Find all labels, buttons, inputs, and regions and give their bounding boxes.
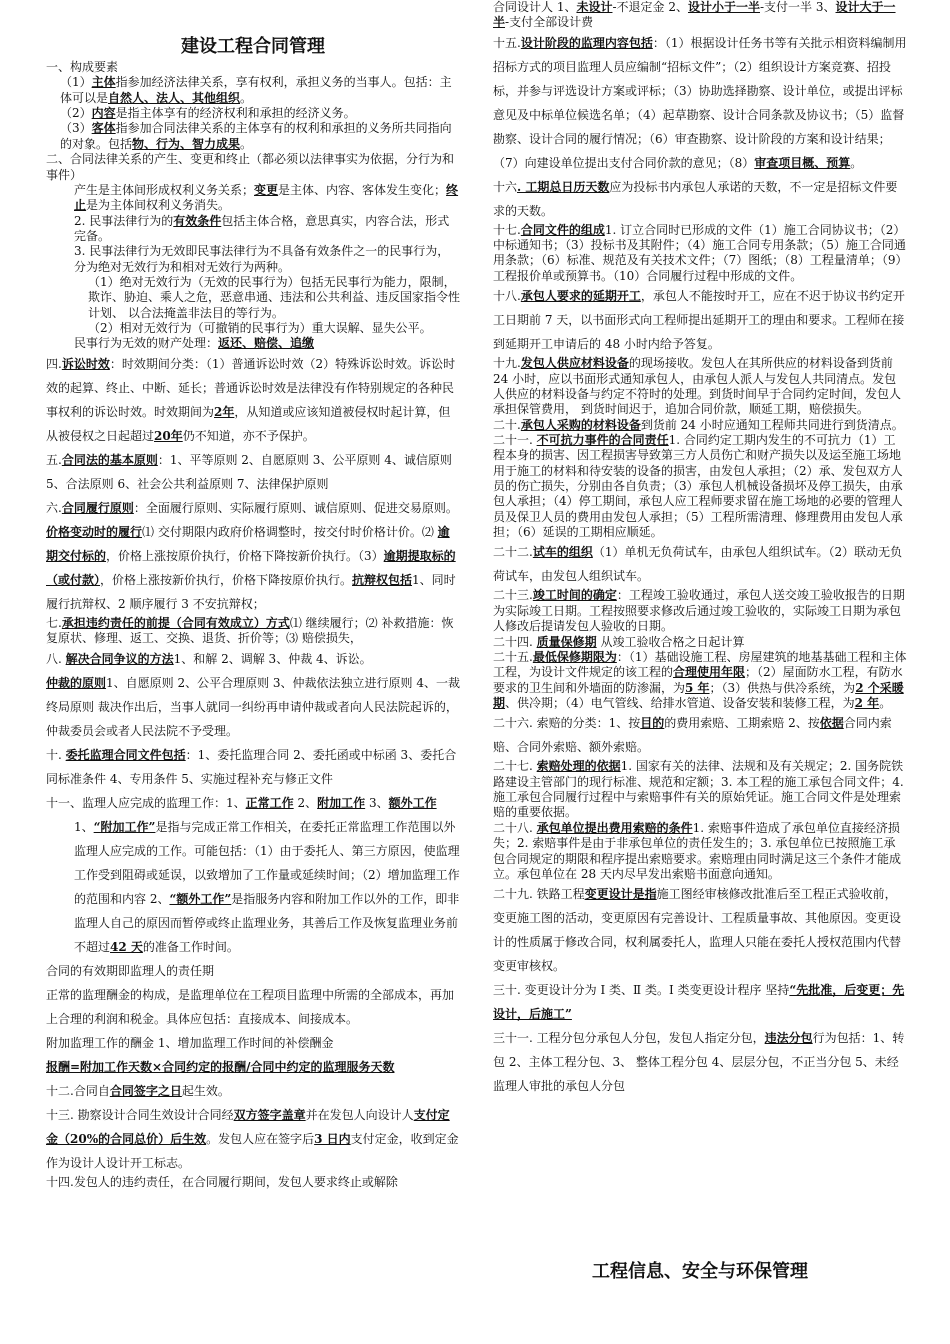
section-title: 工程信息、安全与环保管理 <box>592 1261 808 1282</box>
paragraph <box>46 1031 460 1055</box>
text-run: ：工程竣工验收通过，承包人送交竣工验收报告的日期为实际竣工日期。工程按照要求修改后通过竣工验收的，实际竣工日期为承包人修改后提请发包人验收的日期。 <box>493 588 905 634</box>
emphasis-text: 承包单位提出费用索赔的条件 <box>536 820 693 835</box>
paragraph <box>46 336 460 351</box>
emphasis-text: 逾期提取标的（或付款） <box>46 548 456 587</box>
text-run: 的费用索赔、工期索赔 2、按 <box>664 716 820 731</box>
text-run: -支付一半 3、 <box>760 0 836 14</box>
text-run: 1. 合同约定工期内发生的不可抗力（1）工程本身的损害、因工程损害导致第三方人员伤亡和财产损失以及运至施工场地用于施工的材料和待安装的设备的损害，由发包人承担；（2）承、发包双方人员的伤亡损失，分别由各自负责；（3）承包人机械设备损坏及停工损失，由承包人承担；（4）停工期间，承包人应工程师要求留在施工场地的必要的管理人员及保卫人员的费用由发包人承担；（5）工程所需清理、修理费用由发包人承担；（6）延误的工期相应顺延。 <box>493 432 903 540</box>
emphasis-text: 抗辩权包括 <box>352 572 413 587</box>
text-run: 是指服务内容和附加工作以外的工作，即非监理人自己的原因而暂停或终止监理业务，其善后工作及恢复监理业务前不超过 <box>74 891 460 954</box>
text-run: 五. <box>46 452 62 467</box>
text-run: （1）单机无负荷试车，由承包人组织试车。（2）联动无负荷试车，由发包人组织试车。 <box>493 545 903 584</box>
text-run: 1、同时履行抗辩权、2 顺序履行 3 不安抗辩权； <box>46 572 456 611</box>
emphasis-text: 委托监理合同文件包括 <box>65 747 186 762</box>
emphasis-text: 设计小于一半 <box>687 0 760 14</box>
paragraph <box>493 418 907 433</box>
text-run: ，从知道或应该知道被侵权时起计算，但从被侵权之日起超过 <box>46 404 451 443</box>
text-run: 包括主体合格，意思真实，内容合法，形式完备。 <box>74 213 450 243</box>
text-run: 十二.合同自 <box>46 1083 110 1098</box>
text-run: 应为投标书内承包人承诺的天数，不一定是招标文件要求的天数。 <box>493 179 898 218</box>
emphasis-text: 客体 <box>91 121 116 136</box>
text-run: 四. <box>46 356 62 371</box>
text-run: 1. 国家有关的法律、法规和及有关规定；2. 国务院铁路建设主管部门的现行标准、规范和定额；3. 本工程的施工承包合同文件；4. 施工承包合同履行过程中与索赔事件有关的原始凭证。施工合同文件是处理索赔的重要依据。 <box>493 759 904 820</box>
emphasis-text: 逾期交付标的 <box>46 524 450 563</box>
emphasis-text: 最低保修期限为 <box>532 649 617 664</box>
emphasis-text: 承包人要求的延期开工 <box>520 289 641 304</box>
emphasis-text: 2 个采暖期 <box>493 680 904 710</box>
paragraph <box>493 711 907 759</box>
text-run: 到货前 24 小时应通知工程师共同进行到货清点。 <box>640 417 904 432</box>
text-run: 是指与完成正常工作相关，在委托正常监理工作范围以外监理人应完成的工作。可能包括：（1）由于委托人、第三方原因，使监理工作受到阻碍或延误，以致增加了工作量或延续时间；（2）增加监理工作的范围和内容 2、 <box>74 819 460 906</box>
paragraph <box>493 356 907 417</box>
paragraph <box>46 244 460 275</box>
text-run: （1）绝对无效行为（无效的民事行为）包括无民事行为能力，限制，欺诈、胁迫、乘人之危，恶意串通、违法和公共利益、违反国家指令性计划、 以合法掩盖非法目的等行为。 <box>88 275 461 320</box>
text-run: ；（2）屋面防水工程，有防水要求的卫生间和外墙面的防渗漏，为 <box>493 665 903 695</box>
paragraph <box>46 959 460 983</box>
emphasis-text: “额外工作” <box>169 891 232 906</box>
emphasis-text: 审查项目概、预算 <box>754 155 851 170</box>
text-run: 三十一. 工程分包分承包人分包，发包人指定分包， <box>493 1031 765 1046</box>
text-run: 二、合同法律关系的产生、变更和终止（都必须以法律事实为依据，分行为和事件） <box>46 152 455 182</box>
text-run: ：（1）基础设施工程、房屋建筑的地基基础工程和主体工程，为设计文件规定的该工程的 <box>493 649 907 680</box>
text-run: 十六 <box>493 179 518 194</box>
text-run: 行为包括：1、转包 2、主体工程分包、3、 整体工程分包 4、层层分包，不正当分包 5、未经监理人审批的承包人分包 <box>493 1031 905 1094</box>
text-run: 合同的有效期即监理人的责任期 <box>46 963 215 978</box>
emphasis-text: 自然人、法人、其他组织 <box>108 90 241 105</box>
emphasis-text: 质量保修期 <box>536 634 597 649</box>
text-run: 2. 民事法律行为的 <box>74 213 174 228</box>
text-run: ：全面履行原则、实际履行原则、诚信原则、促进交易原则。 <box>133 500 458 515</box>
emphasis-text: 试车的组织 <box>532 545 593 560</box>
text-run: -不退定金 2、 <box>612 0 688 14</box>
paragraph <box>493 650 907 711</box>
text-run: 、供冷期；（4）电气管线、给排水管道、设备安装和装修工程，为 <box>505 695 855 710</box>
emphasis-text: 合同签字之日 <box>109 1083 182 1098</box>
emphasis-text: 额外工作 <box>388 795 437 810</box>
paragraph <box>46 647 460 671</box>
text-run: 二十二. <box>493 545 533 560</box>
text-run: 十九. <box>493 356 521 371</box>
emphasis-text: 仲裁的原则 <box>46 675 107 690</box>
text-run: 1、和解 2、调解 3、仲裁 4、诉讼。 <box>173 651 372 666</box>
text-run: 七. <box>46 615 62 630</box>
text-run: ；（3）供热与供冷系统，为 <box>709 680 856 695</box>
emphasis-text: “附加工作” <box>93 819 156 834</box>
paragraph <box>46 60 460 75</box>
text-run: 三十. 变更设计分为 Ⅰ 类、Ⅱ 类。Ⅰ 类变更设计程序 坚持 <box>493 983 790 998</box>
text-run: 十一、监理人应完成的监理工作：1、 <box>46 795 246 810</box>
emphasis-text: 2年 <box>214 404 235 419</box>
text-run: 合同内索赔、合同外索赔、额外索赔。 <box>493 716 892 755</box>
emphasis-text: 附加工作 <box>317 795 366 810</box>
text-run: -支付全部设计费 <box>505 15 594 30</box>
paragraph <box>46 616 460 647</box>
text-run: 六. <box>46 500 62 515</box>
text-run: 指参加经济法律关系，享有权利，承担义务的当事人。包括：主体可以是 <box>60 75 452 105</box>
text-run: 是指主体享有的经济权利和承担的经济义务。 <box>115 106 356 121</box>
emphasis-text: 索赔处理的依据 <box>536 759 621 774</box>
text-run: 起生效。 <box>181 1083 230 1098</box>
text-run: 二十七. <box>493 759 537 774</box>
text-run: 二十六. 索赔的分类：1、按 <box>493 716 641 731</box>
emphasis-text: 5 年 <box>685 680 710 695</box>
paragraph <box>493 223 907 284</box>
text-run: 一、构成要素 <box>46 60 119 74</box>
paragraph <box>46 214 460 245</box>
emphasis-text: 合同文件的组成 <box>520 222 605 237</box>
text-run: 施工图经审核修改批准后至工程正式验收前，变更施工图的活动，变更原因有完善设计、工程质量事故、其他原因。变更设计的性质属于修改合同，权利属委托人，监理人只能在委托人授权范围内代替变更审核权。 <box>493 887 902 974</box>
paragraph <box>46 275 460 321</box>
text-run: 支付定金，收到定金作为设计人设计开工标志。 <box>46 1131 459 1170</box>
emphasis-text: 合同法的基本原则 <box>61 452 158 467</box>
paragraph <box>493 1026 907 1098</box>
text-run: 十五. <box>493 35 521 50</box>
paragraph <box>493 0 907 31</box>
emphasis-text: 双方签字盖章 <box>233 1107 306 1122</box>
emphasis-text: 设计大于一半 <box>493 0 896 30</box>
text-run: （2） <box>60 106 92 121</box>
emphasis-text: 主体 <box>91 75 116 90</box>
emphasis-text: 变更设计是指 <box>584 887 657 902</box>
text-run: ：时效期间分类：（1）普通诉讼时效（2）特殊诉讼时效。诉讼时效的起算、终止、中断、延长；普通诉讼时效是法律没有作特别规定的各种民事权利的诉讼时效。时效期间为 <box>46 356 456 419</box>
text-run: 正常的监理酬金的构成，是监理单位在工程项目监理中所需的全部成本，再加上合理的利润和税金。具体应包括：直接成本、间接成本。 <box>46 987 455 1026</box>
text-run: （3） <box>60 121 92 136</box>
paragraph <box>46 743 460 791</box>
emphasis-text: 20年 <box>154 428 183 443</box>
text-run: 十七. <box>493 222 521 237</box>
text-run: ⑴ 交付期限内政府价格调整时，按交付时价格计价。⑵ <box>142 524 438 539</box>
text-run: 。 <box>240 90 253 105</box>
emphasis-text: “先批准，后变更；先设计，后施工” <box>493 983 905 1022</box>
text-run: 。 <box>850 155 863 170</box>
paragraph <box>493 978 907 1026</box>
paragraph <box>46 791 460 815</box>
emphasis-text: 违法分包 <box>764 1031 813 1046</box>
text-run: 的现场接收。发包人在其所供应的材料设备到货前 24 小时，应以书面形式通知承包人，由承包人派人与发包人共同清点。发包人供应的材料设备与约定不符时的处理。到货时间早于合同约定时间，发包人承担保管费用， 到货时间迟于，追加合同价款，顺延工期，赔偿损失。 <box>493 356 902 417</box>
paragraph <box>46 671 460 743</box>
emphasis-text: 价格变动时的履行 <box>46 524 143 539</box>
text-run: ：1、平等原则 2、自愿原则 3、公平原则 4、诚信原则 5、合法原则 6、社会公共利益原则 7、法律保护原则 <box>46 452 452 491</box>
paragraph <box>46 352 460 448</box>
text-run: （1） <box>60 75 92 90</box>
right-column-body <box>493 0 907 1098</box>
paragraph <box>493 433 907 541</box>
text-run: 二十三. <box>493 588 533 603</box>
emphasis-text: 合同履行原则 <box>61 500 134 515</box>
emphasis-text: 依据 <box>819 716 844 731</box>
text-run: ⑴ 继续履行；⑵ 补救措施：恢复原状、修理、返工、交换、退货、折价等；⑶ 赔偿损失， <box>46 615 454 646</box>
paragraph <box>493 175 907 223</box>
text-run: ，价格上涨按新价执行，价格下降按原价执行。 <box>100 572 353 587</box>
emphasis-text: 2 年 <box>854 695 880 710</box>
text-run: 。 <box>240 136 253 151</box>
paragraph <box>46 815 460 959</box>
emphasis-text: . 工期总日历天数 <box>517 179 610 194</box>
emphasis-text: 未设计 <box>576 0 613 14</box>
text-run: 附加监理工作的酬金 1、增加监理工作时间的补偿酬金 <box>46 1035 334 1050</box>
paragraph <box>46 121 460 152</box>
text-run: 二十一. <box>493 432 537 447</box>
text-run: ，价格上涨按原价执行，价格下降按新价执行。（3） <box>106 548 384 563</box>
left-column <box>46 0 460 1190</box>
text-run: 。 <box>879 695 892 710</box>
emphasis-text: 支付定金（20%的合同总价）后生效 <box>46 1107 450 1146</box>
paragraph <box>46 496 460 616</box>
emphasis-text: 物、行为、智力成果 <box>132 136 241 151</box>
left-column-body <box>46 60 460 1190</box>
paragraph <box>493 821 907 882</box>
paragraph <box>493 588 907 634</box>
text-run: 从竣工验收合格之日起计算 <box>596 634 745 649</box>
paragraph <box>493 882 907 978</box>
emphasis-text: 竣工时间的确定 <box>532 588 617 603</box>
text-run: 二十. <box>493 417 521 432</box>
text-run: 十. <box>46 747 66 762</box>
text-run: ：（1）根据设计任务书等有关批示相资料编制用招标方式的项目监理人员应编制“招标文件”；（2）组织设计方案竞赛、招投标，并参与评选设计方案或评标；（3）协助选择勘察、设计单位，或提出评标意见及中标单位候选名单；（4）起草勘察、设计合同条款及协议书；（5）监督勘察、设计合同的履行情况；（6）审查勘察、设计阶段的方案和设计结果；（7）向建设单位提出支付合同价款的意见；（8） <box>493 35 907 170</box>
emphasis-text: 42 天 <box>110 939 143 954</box>
text-run: 3. 民事法律行为无效即民事法律行为不具备有效条件之一的民事行为，分为绝对无效行为和相对无效行为两种。 <box>74 244 450 274</box>
emphasis-text: 变更 <box>254 182 279 197</box>
emphasis-text: 有效条件 <box>173 213 222 228</box>
emphasis-text: 内容 <box>91 106 116 121</box>
text-run: 1. 订立合同时已形成的文件（1）施工合同协议书；（2）中标通知书；（3）投标书及其附件；（4）施工合同专用条款；（5）施工合同通用条款；（6）标准、规范及有关技术文件；（7）图纸；（8）工程量清单；（9）工程报价单或预算书。（10）合同履行过程中形成的文件。 <box>493 222 906 283</box>
document-title: 建设工程合同管理 <box>181 36 325 57</box>
paragraph <box>493 635 907 650</box>
text-run: 是主体、内容、客体发生变化； <box>278 182 447 197</box>
text-run: 二十四. <box>493 634 537 649</box>
text-run: ：1、委托监理合同 2、委托函或中标函 3、委托合同标准条件 4、专用条件 5、实施过程补充与修正文件 <box>46 747 457 786</box>
emphasis-text: 设计阶段的监理内容包括 <box>520 35 653 50</box>
paragraph <box>46 75 460 106</box>
text-run: 2、 <box>293 795 318 810</box>
text-run: 1. 索赔事件造成了承包单位直接经济损失；2. 索赔事件是由于非承包单位的责任发生的；3. 承包单位已按照施工承包合同规定的期限和程序提出索赔要求。索赔理由同时满足这三个条件才能成立。承包单位在 28 天内尽早发出索赔书面意向通知。 <box>493 820 902 881</box>
text-run: 民事行为无效的财产处理： <box>74 336 219 351</box>
emphasis-text: 发包人供应材料设备 <box>520 356 629 371</box>
text-run: 1、 <box>74 819 94 834</box>
text-run: 十四.发包人的违约责任，在合同履行期间，发包人要求终止或解除 <box>46 1174 398 1189</box>
emphasis-text: 不可抗力事件的合同责任 <box>536 432 669 447</box>
emphasis-text: 目的 <box>640 716 665 731</box>
emphasis-text: 合理使用年限 <box>673 665 746 680</box>
paragraph <box>493 540 907 588</box>
text-run: 八. <box>46 651 66 666</box>
emphasis-text: 正常工作 <box>245 795 294 810</box>
emphasis-text: 报酬=附加工作天数×合同约定的报酬/合同中约定的监理服务天数 <box>46 1059 395 1074</box>
paragraph <box>46 152 460 183</box>
paragraph <box>46 983 460 1031</box>
text-run: 十八. <box>493 289 521 304</box>
paragraph <box>493 31 907 175</box>
text-run: 的准备工作时间。 <box>142 939 239 954</box>
emphasis-text: 3 日内 <box>314 1131 351 1146</box>
text-run: 指参加合同法律关系的主体享有的权利和承担的义务所共同指向的对象。包括 <box>60 121 452 151</box>
paragraph <box>46 321 460 336</box>
text-run: （2）相对无效行为（可撤销的民事行为）重大误解、显失公平。 <box>88 321 432 336</box>
paragraph <box>46 183 460 214</box>
text-run: 并在发包人向设计人 <box>305 1107 414 1122</box>
text-run: 产生是主体间形成权利义务关系； <box>74 182 255 197</box>
paragraph <box>46 1055 460 1079</box>
paragraph <box>46 1079 460 1103</box>
text-run: 3、 <box>365 795 389 810</box>
text-run: 。发包人应在签字后 <box>206 1131 315 1146</box>
emphasis-text: 诉讼时效 <box>61 356 110 371</box>
text-run: 二十九. 铁路工程 <box>493 887 585 902</box>
text-run: ，承包人不能按时开工，应在不迟于协议书约定开工日期前 7 天，以书面形式向工程师提出延期开工的理由和要求。工程师在接到延期开工申请后的 48 小时内给予答复。 <box>493 289 905 352</box>
emphasis-text: 解决合同争议的方法 <box>65 651 174 666</box>
text-run: 十三. 勘察设计合同生效设计合同经 <box>46 1107 234 1122</box>
paragraph <box>493 759 907 820</box>
text-run: 是为主体间权利义务消失。 <box>86 198 231 213</box>
emphasis-text: 承担违约责任的前提（合同有效成立）方式 <box>61 615 290 630</box>
right-column <box>493 0 907 1098</box>
text-run: 二十八. <box>493 820 537 835</box>
text-run: 1、自愿原则 2、公平合理原则 3、仲裁依法独立进行原则 4、一裁终局原则 裁决作出后，当事人就同一纠纷再申请仲裁或者向人民法院起诉的，仲裁委员会或者人民法院不予受理。 <box>46 675 461 738</box>
paragraph <box>46 106 460 121</box>
text-run: 合同设计人 1、 <box>493 0 577 14</box>
paragraph <box>46 1175 460 1190</box>
paragraph <box>493 284 907 356</box>
emphasis-text: 终止 <box>74 182 459 213</box>
paragraph <box>46 448 460 496</box>
emphasis-text: 返还、赔偿、追缴 <box>218 336 315 351</box>
paragraph <box>46 1103 460 1175</box>
emphasis-text: 承包人采购的材料设备 <box>520 417 641 432</box>
text-run: 二十五. <box>493 649 533 664</box>
text-run: 仍不知道，亦不予保护。 <box>182 428 315 443</box>
